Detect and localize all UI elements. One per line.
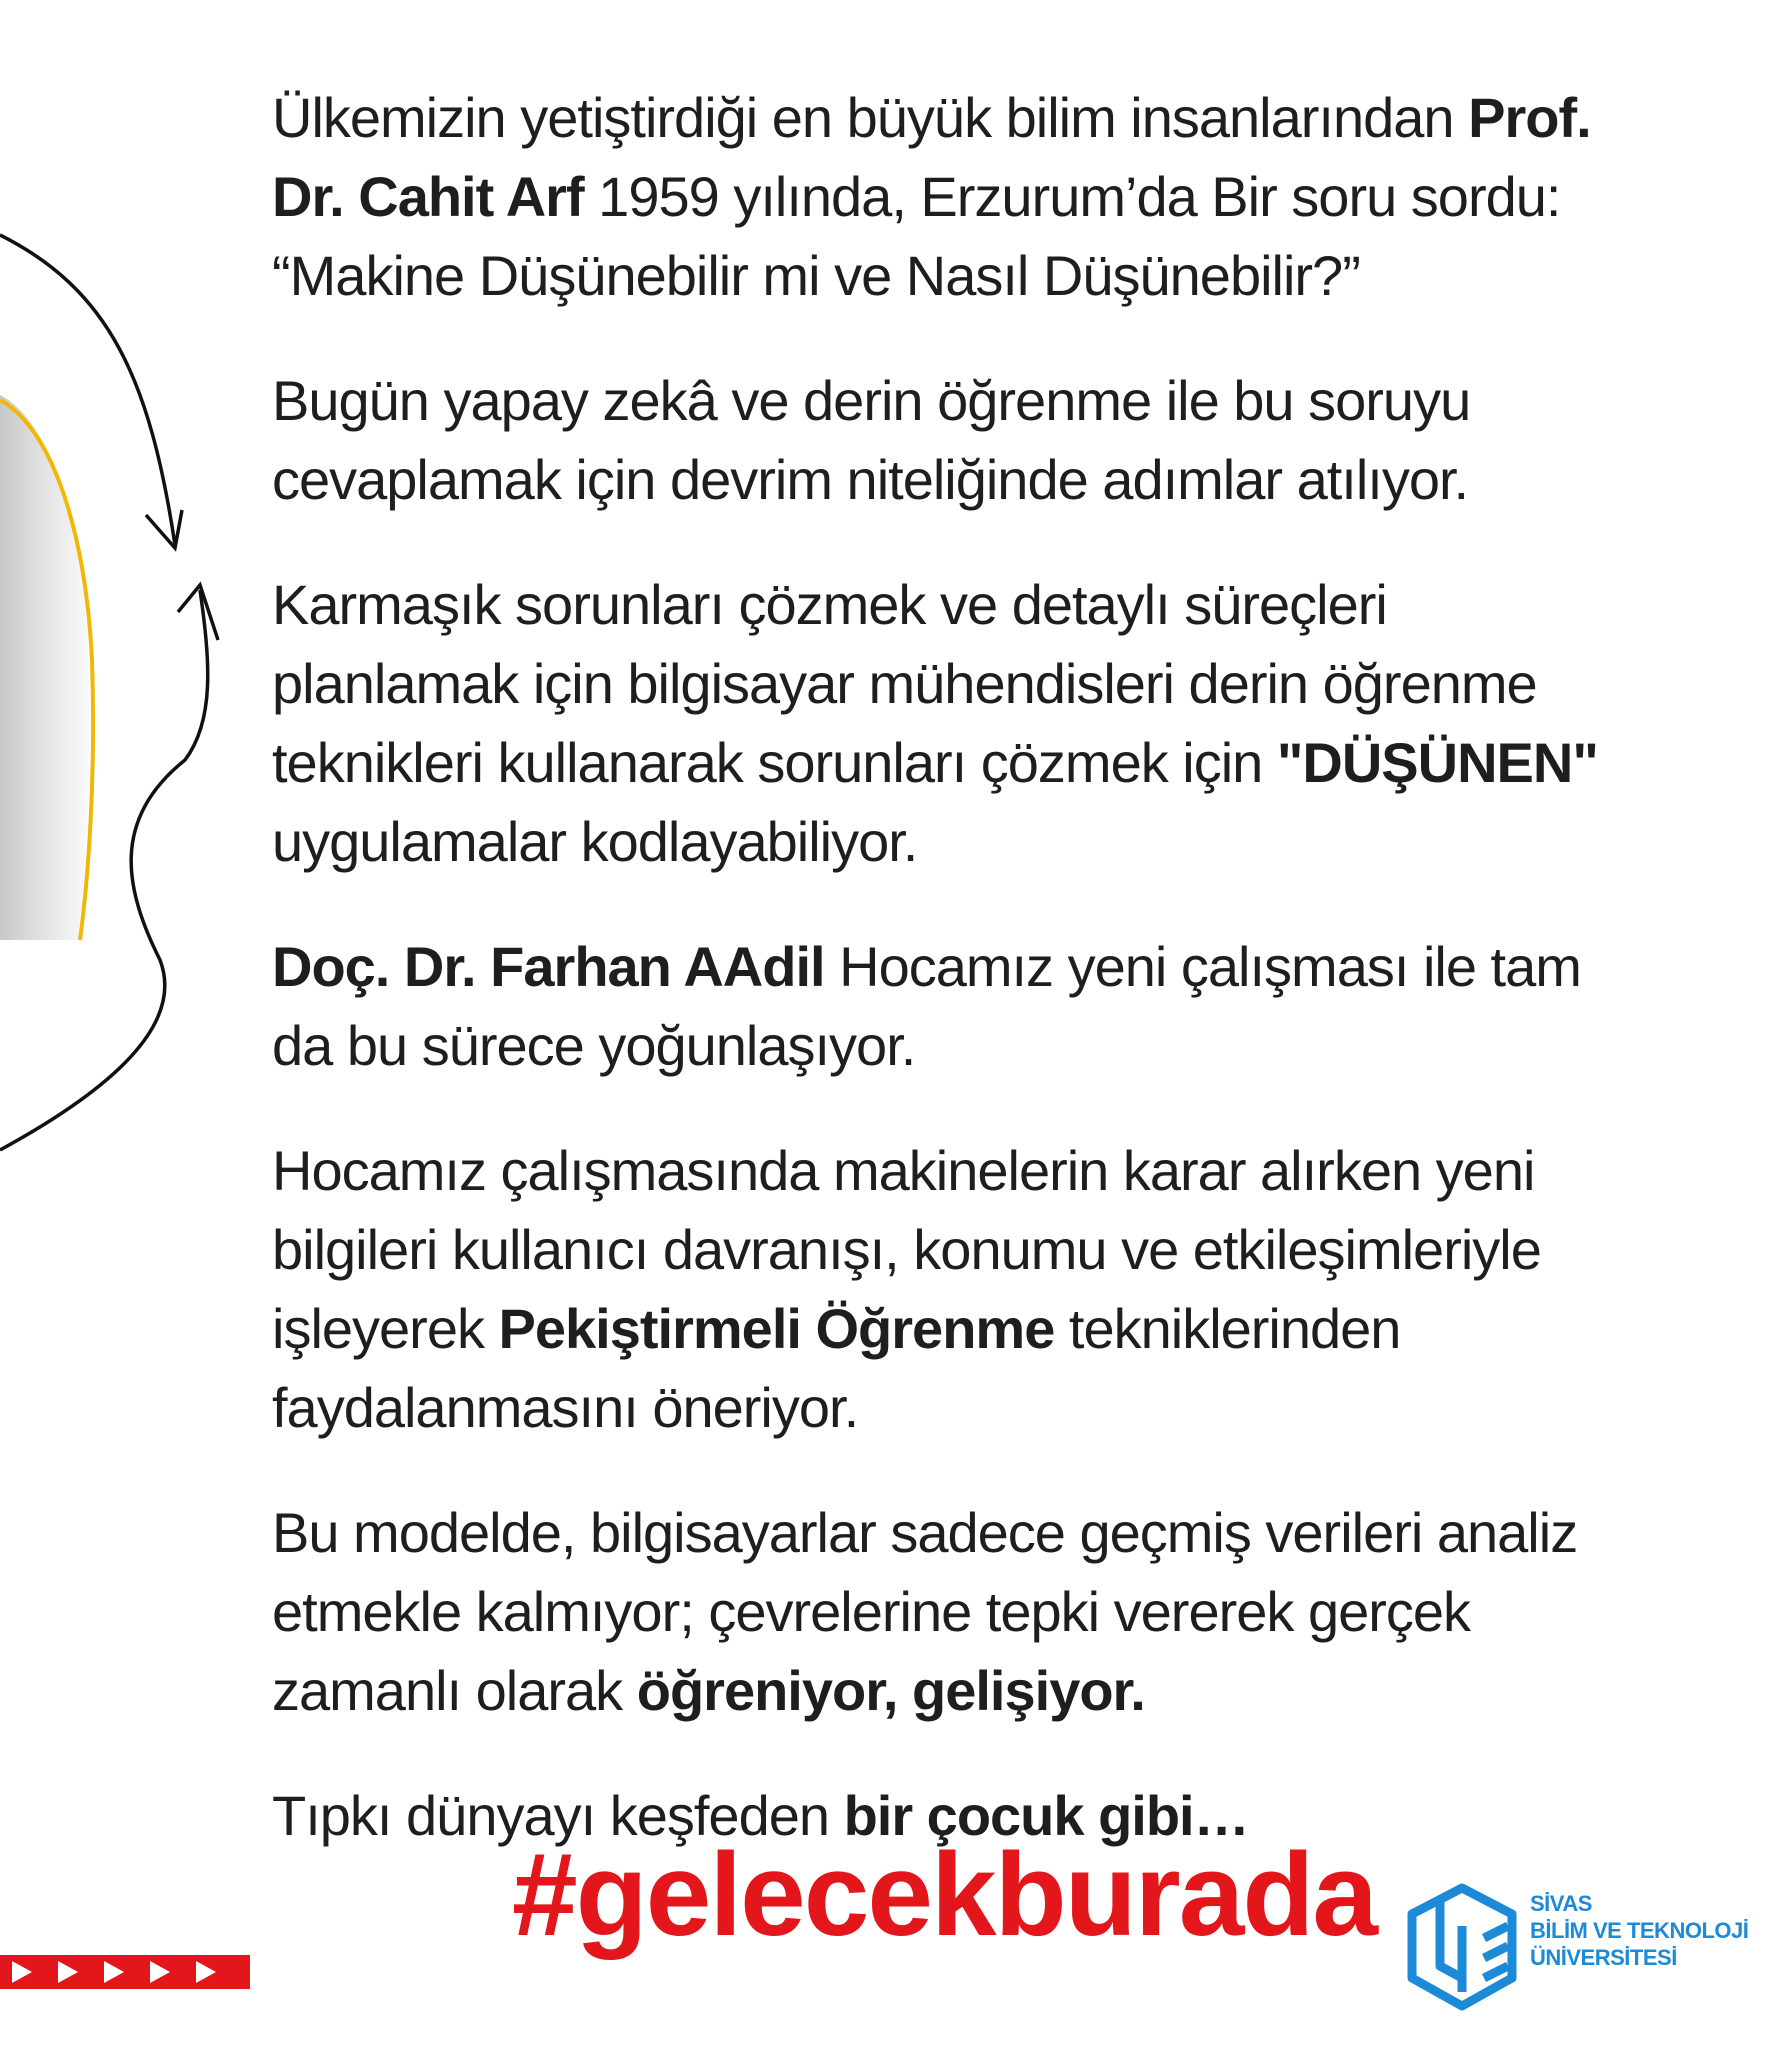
play-arrow-icon	[104, 1961, 124, 1983]
paragraph-author	[272, 927, 1642, 1085]
play-arrow-icon	[58, 1961, 78, 1983]
body-text: 1959 yılında, Erzurum’da Bir soru sordu: “Makine Düşünebilir mi ve Nasıl Düşünebilir?”	[272, 165, 1561, 307]
paragraph-complex-problems	[272, 565, 1642, 881]
page-curl-shape	[0, 395, 89, 940]
article-body	[272, 78, 1642, 1901]
body-text: Tıpkı dünyayı keşfeden	[272, 1784, 844, 1847]
body-text: uygulamalar kodlayabiliyor.	[272, 810, 918, 873]
arrow-head-up-icon	[178, 585, 218, 640]
paragraph-model	[272, 1493, 1642, 1730]
body-text: Bu modelde, bilgisayarlar sadece geçmiş verileri analiz etmekle kalmıyor; çevrelerine tepki vererek gerçek zamanlı olarak	[272, 1501, 1578, 1722]
logo-line-1: SİVAS	[1530, 1891, 1592, 1916]
emphasis-text: Prof. Dr. Cahit Arf	[272, 86, 1591, 228]
body-text: Hocamız çalışmasında makinelerin karar alırken yeni bilgileri kullanıcı davranışı, konumu ve etkileşimleriyle işleyerek	[272, 1139, 1541, 1360]
arrow-strip	[0, 1955, 250, 1989]
body-text: Bugün yapay zekâ ve derin öğrenme ile bu soruyu cevaplamak için devrim niteliğinde adımlar atılıyor.	[272, 369, 1471, 511]
emphasis-text: "DÜŞÜNEN"	[1276, 731, 1598, 794]
body-text: tekniklerinden faydalanmasını öneriyor.	[272, 1297, 1401, 1439]
emphasis-text: öğreniyor, gelişiyor.	[636, 1659, 1145, 1722]
paragraph-today	[272, 361, 1642, 519]
emphasis-text: Pekiştirmeli Öğrenme	[498, 1297, 1055, 1360]
body-text: Karmaşık sorunları çözmek ve detaylı süreçleri planlamak için bilgisayar mühendisleri derin öğrenme teknikleri kullanarak sorunları çözmek için	[272, 573, 1537, 794]
logo-line-3: ÜNİVERSİTESİ	[1530, 1945, 1677, 1970]
play-arrow-icon	[196, 1961, 216, 1983]
body-text: Ülkemizin yetiştirdiği en büyük bilim insanlarından	[272, 86, 1469, 149]
emphasis-text: Doç. Dr. Farhan AAdil	[272, 935, 825, 998]
logo-text	[1530, 1890, 1748, 1971]
hashtag-title: #gelecekburada	[512, 1829, 1377, 1961]
sbtu-logo-icon	[1400, 1880, 1525, 2015]
arrow-head-down-icon	[146, 510, 182, 548]
play-arrow-icon	[150, 1961, 170, 1983]
university-logo	[1400, 1880, 1749, 2020]
play-arrow-icon	[12, 1961, 32, 1983]
logo-line-2: BİLİM VE TEKNOLOJİ	[1530, 1918, 1749, 1943]
paragraph-study	[272, 1131, 1642, 1447]
emphasis-text: bir çocuk gibi…	[843, 1784, 1249, 1847]
body-text: Hocamız yeni çalışması ile tam da bu sürece yoğunlaşıyor.	[272, 935, 1581, 1077]
paragraph-intro	[272, 78, 1642, 315]
